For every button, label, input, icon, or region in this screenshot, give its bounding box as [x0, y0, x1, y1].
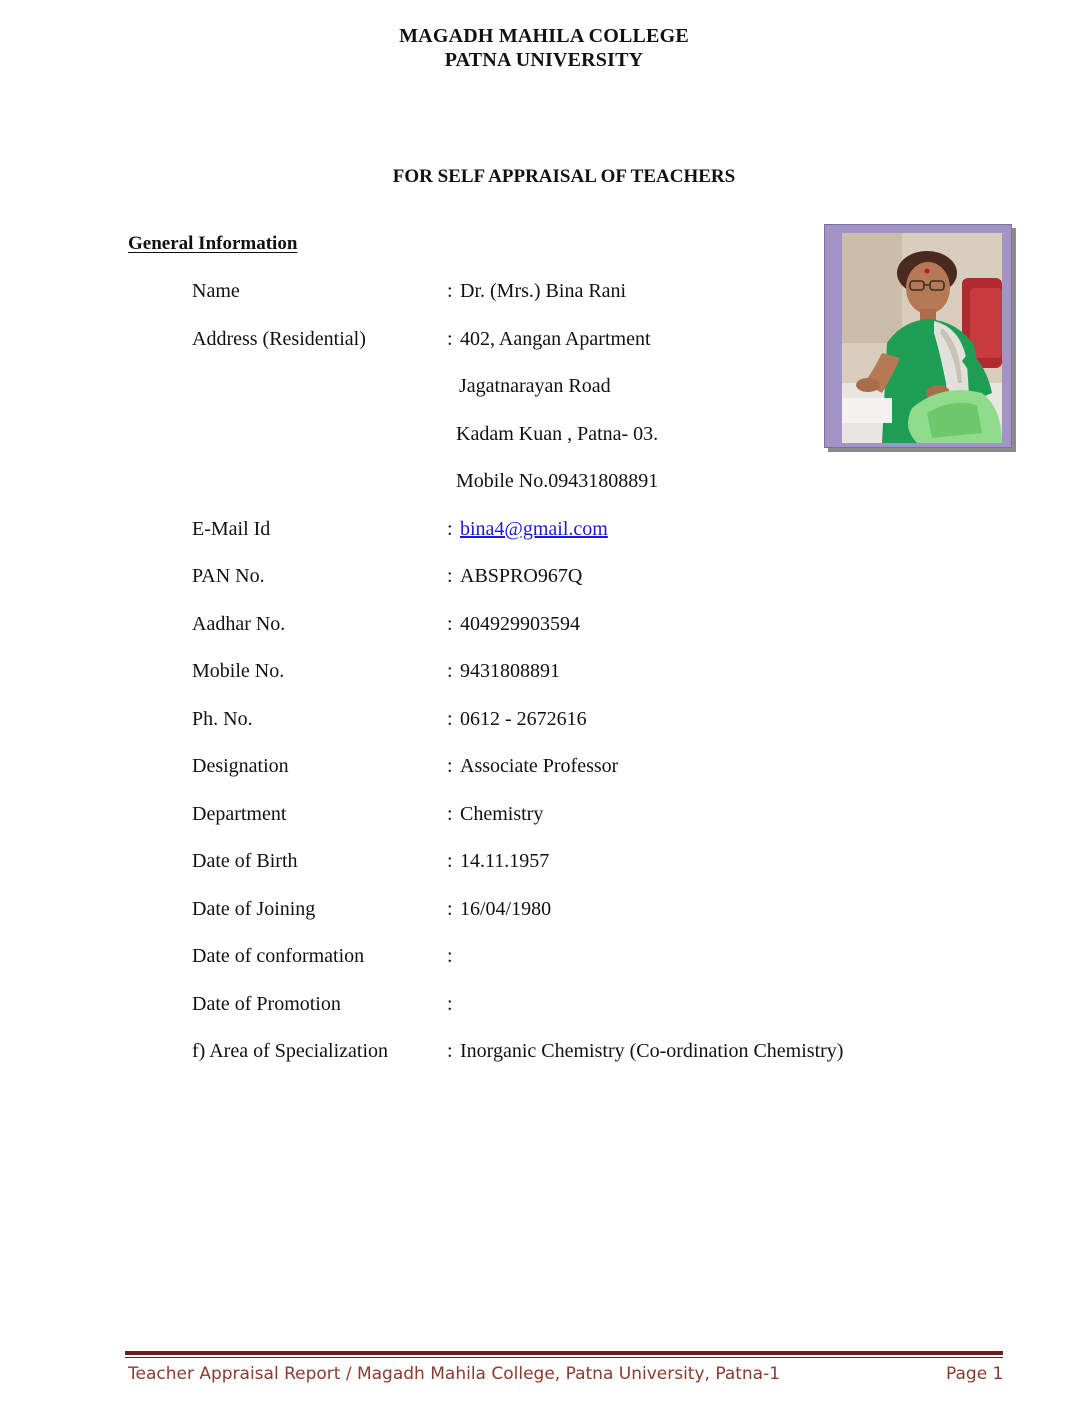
field-value: Chemistry: [460, 802, 544, 825]
field-value: Inorganic Chemistry (Co-ordination Chemistry): [460, 1040, 844, 1062]
field-label: f) Area of Specialization: [192, 1040, 389, 1062]
field-colon: :: [447, 517, 453, 540]
field-value-email: [460, 515, 608, 543]
email-link[interactable]: bina4@gmail.com: [460, 517, 608, 540]
field-colon: :: [447, 612, 453, 635]
footer-rule-thin: [125, 1357, 1003, 1358]
field-value: Associate Professor: [460, 755, 619, 777]
field-label: Date of Birth: [192, 850, 298, 872]
portrait-image: [842, 233, 1002, 443]
field-value: Dr. (Mrs.) Bina Rani: [460, 280, 627, 302]
field-colon: :: [447, 850, 453, 872]
field-colon: :: [447, 992, 453, 1015]
teacher-photo: [842, 233, 1002, 443]
field-colon: :: [447, 707, 453, 730]
field-label: Address (Residential): [192, 327, 366, 350]
field-label: Mobile No.: [192, 660, 285, 682]
field-value: Jagatnarayan Road: [459, 375, 611, 397]
field-colon: :: [447, 1040, 453, 1062]
field-value: Mobile No.09431808891: [456, 470, 659, 492]
section-heading-general-information: General Information: [128, 233, 298, 254]
field-label: Date of conformation: [192, 945, 365, 967]
field-label: Date of Joining: [192, 897, 316, 920]
field-value: 404929903594: [460, 612, 580, 635]
field-value: 14.11.1957: [460, 850, 550, 872]
document-title: FOR SELF APPRAISAL OF TEACHERS: [392, 166, 736, 187]
field-label: Aadhar No.: [192, 612, 286, 635]
field-value: Kadam Kuan , Patna- 03.: [456, 422, 659, 445]
field-label: E-Mail Id: [192, 517, 271, 540]
footer-rule: [125, 1351, 1003, 1355]
field-colon: :: [447, 660, 453, 682]
field-label: PAN No.: [192, 565, 265, 587]
university-name: PATNA UNIVERSITY: [444, 49, 644, 71]
field-colon: :: [447, 280, 453, 302]
field-label: Date of Promotion: [192, 992, 341, 1015]
document-header: [0, 24, 1088, 72]
field-value: ABSPRO967Q: [460, 565, 583, 587]
field-value: 9431808891: [460, 660, 560, 682]
field-label: Designation: [192, 755, 289, 777]
field-value: 402, Aangan Apartment: [460, 327, 651, 350]
page-number: Page 1: [946, 1364, 1004, 1384]
photo-frame: [824, 224, 1012, 448]
field-colon: :: [447, 945, 453, 967]
college-name: MAGADH MAHILA COLLEGE: [399, 25, 689, 47]
field-label: Name: [192, 280, 240, 302]
field-label: Ph. No.: [192, 707, 253, 730]
field-value: 16/04/1980: [460, 897, 552, 920]
field-colon: :: [447, 565, 453, 587]
field-colon: :: [447, 755, 453, 777]
footer-text: Teacher Appraisal Report / Magadh Mahila College, Patna University, Patna-1: [128, 1364, 781, 1384]
field-colon: :: [447, 802, 453, 825]
field-value: 0612 - 2672616: [460, 707, 587, 730]
field-colon: :: [447, 327, 453, 350]
field-colon: :: [447, 897, 453, 920]
field-label: Department: [192, 802, 287, 825]
